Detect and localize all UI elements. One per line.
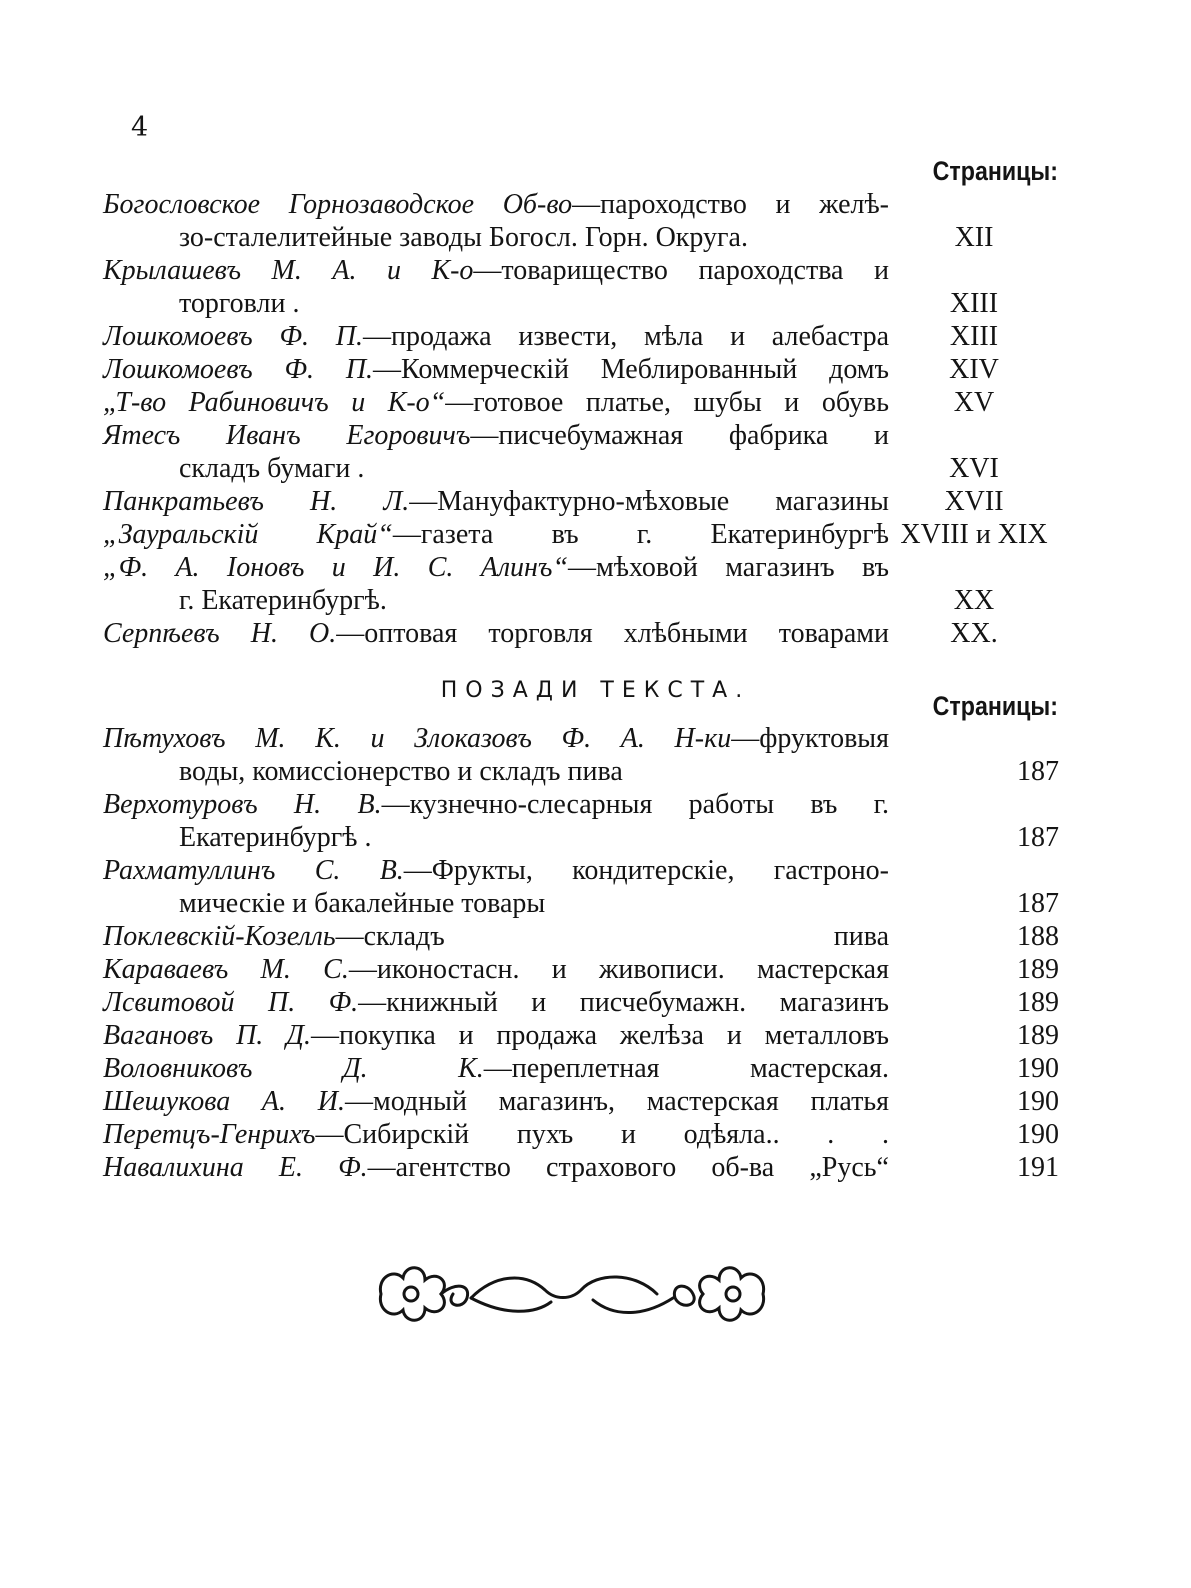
entry-description: —продажа извести, мѣла и алебастра — [362, 321, 889, 352]
entry-text — [103, 986, 889, 1019]
entry-description: —Фрукты, кондитерскіе, гастроно- — [403, 855, 889, 886]
front-entry-list — [103, 188, 1059, 650]
entry-name: Панкратьевъ Н. Л. — [103, 486, 410, 517]
entry-page: XII — [954, 222, 994, 253]
entry-text — [103, 1085, 889, 1118]
entry-page: 187 — [1017, 822, 1059, 853]
entry-page: 189 — [1017, 954, 1059, 985]
list-item — [103, 1019, 1059, 1052]
entry-text — [103, 419, 889, 485]
list-item — [103, 1151, 1059, 1184]
entry-description-continued: Екатеринбургѣ . — [179, 822, 372, 853]
entry-text — [103, 188, 889, 254]
list-item — [103, 1052, 1059, 1085]
entry-description: —мѣховой магазинъ въ — [568, 552, 889, 583]
entry-name: Поклевскій-Козелль — [103, 921, 336, 952]
entry-description: —товарищество пароходства и — [473, 255, 889, 286]
entry-page: 187 — [1017, 888, 1059, 919]
entry-page: 191 — [1017, 1152, 1059, 1183]
entry-name: Ятесъ Иванъ Егоровичъ — [103, 420, 471, 451]
entry-text — [103, 518, 889, 551]
entry-text — [103, 1151, 889, 1184]
entry-name: „Ф. А. Іоновъ и И. С. Алинъ“ — [103, 552, 569, 583]
entry-description: —фруктовыя — [731, 723, 889, 754]
entry-name: Воловниковъ Д. К. — [103, 1053, 484, 1084]
entry-text — [103, 386, 889, 419]
entry-name: Богословское Горнозаводское Об-во — [103, 189, 573, 220]
list-item — [103, 518, 1059, 551]
entry-description: —пароходство и желѣ- — [572, 189, 889, 220]
entry-name: Рахматуллинъ С. В. — [103, 855, 404, 886]
entry-description: —иконостасн. и живописи. мастерская — [348, 954, 889, 985]
entry-page: XVI — [949, 453, 999, 484]
entry-text — [103, 551, 889, 617]
entry-text — [103, 788, 889, 854]
entry-description: —газета въ г. Екатеринбургѣ — [392, 519, 889, 550]
list-item — [103, 854, 1059, 920]
entry-description-continued: торговли . — [179, 288, 300, 319]
list-item — [103, 419, 1059, 485]
list-item — [103, 953, 1059, 986]
entry-page: XIII — [949, 321, 999, 352]
entry-text — [103, 254, 889, 320]
entry-text — [103, 854, 889, 920]
entry-name: Верхотуровъ Н. В. — [103, 789, 382, 820]
list-item — [103, 353, 1059, 386]
list-item — [103, 920, 1059, 953]
entry-description-continued: мическіе и бакалейные товары — [179, 888, 546, 919]
entry-page: 187 — [1017, 756, 1059, 787]
entry-description: —Мануфактурно-мѣховые магазины — [409, 486, 889, 517]
section-title: ПОЗАДИ ТЕКСТА. — [440, 678, 751, 703]
entry-page: 190 — [1017, 1119, 1059, 1150]
entry-name: Шешукова А. И. — [103, 1086, 345, 1117]
entry-page: XVII — [944, 486, 1004, 517]
list-item — [103, 1118, 1059, 1151]
entry-text — [103, 953, 889, 986]
entry-text — [103, 722, 889, 788]
entry-name: Лсвитовой П. Ф. — [103, 987, 359, 1018]
entry-text — [103, 353, 889, 386]
entry-name: Лошкомоевъ Ф. П. — [103, 321, 363, 352]
entry-description: —оптовая торговля хлѣбными товарами — [336, 618, 889, 649]
entry-text — [103, 920, 889, 953]
entry-page: 189 — [1017, 987, 1059, 1018]
entry-text — [103, 1019, 889, 1052]
entry-description-continued: складъ бумаги . — [179, 453, 365, 484]
entry-name: Пѣтуховъ М. К. и Злоказовъ Ф. А. Н-ки — [103, 723, 732, 754]
list-item — [103, 1085, 1059, 1118]
list-item — [103, 986, 1059, 1019]
entry-description: —кузнечно-слесарныя работы въ г. — [381, 789, 889, 820]
entry-description: —покупка и продажа желѣза и металловъ — [310, 1020, 889, 1051]
list-item — [103, 617, 1059, 650]
list-item — [103, 485, 1059, 518]
list-item — [103, 551, 1059, 617]
entry-page: XIII — [949, 288, 999, 319]
entry-name: „Зауральскій Край“ — [103, 519, 393, 550]
entry-name: Лошкомоевъ Ф. П. — [103, 354, 374, 385]
list-item — [103, 254, 1059, 320]
entry-name: Навалихина Е. Ф. — [103, 1152, 368, 1183]
entry-text — [103, 320, 889, 353]
entry-name: Серпѣевъ Н. О. — [103, 618, 337, 649]
entry-description-continued: зо-сталелитейные заводы Богосл. Горн. Округа. — [179, 222, 748, 253]
list-item — [103, 188, 1059, 254]
entry-description: —писчебумажная фабрика и — [470, 420, 889, 451]
entry-description: —модный магазинъ, мастерская платья — [344, 1086, 889, 1117]
entry-page: XX — [953, 585, 995, 616]
entry-description: —Коммерческій Меблированный домъ — [373, 354, 889, 385]
entry-page: XV — [953, 387, 995, 418]
entry-name: Караваевъ М. С. — [103, 954, 349, 985]
entry-text — [103, 617, 889, 650]
entry-name: Перетцъ-Генрихъ — [103, 1119, 316, 1150]
entry-page: 189 — [1017, 1020, 1059, 1051]
entry-description: —готовое платье, шубы и обувь — [445, 387, 889, 418]
back-entry-list — [103, 722, 1059, 1184]
back-column-header: Страницы: — [932, 691, 1058, 721]
entry-text — [103, 1118, 889, 1151]
entry-page: XVIII и XIX — [900, 519, 1048, 550]
list-item — [103, 386, 1059, 419]
list-item — [103, 320, 1059, 353]
entry-text — [103, 485, 889, 518]
entry-page: 188 — [1017, 921, 1059, 952]
list-item — [103, 722, 1059, 788]
entry-name: Вагановъ П. Д. — [103, 1020, 311, 1051]
entry-name: „Т-во Рабиновичъ и К-о“ — [103, 387, 446, 418]
front-column-header: Страницы: — [932, 156, 1058, 186]
entry-page: 190 — [1017, 1053, 1059, 1084]
entry-description: —агентство страхового об-ва „Русь“ — [367, 1152, 889, 1183]
entry-page: 190 — [1017, 1086, 1059, 1117]
entry-description-continued: г. Екатеринбургѣ. — [179, 585, 387, 616]
entry-description: —книжный и писчебумажн. магазинъ — [358, 987, 889, 1018]
page-number: 4 — [131, 112, 149, 143]
list-item — [103, 788, 1059, 854]
entry-description: —складъ пива — [335, 921, 889, 952]
entry-description-continued: воды, комиссіонерство и складъ пива — [179, 756, 623, 787]
decorative-vignette-icon — [375, 1254, 769, 1330]
entry-page: XX. — [950, 618, 998, 649]
entry-text — [103, 1052, 889, 1085]
entry-page: XIV — [949, 354, 999, 385]
entry-description: —Сибирскій пухъ и одѣяла.. . . — [315, 1119, 889, 1150]
entry-description: —переплетная мастерская. — [483, 1053, 889, 1084]
entry-name: Крылашевъ М. А. и К-о — [103, 255, 474, 286]
